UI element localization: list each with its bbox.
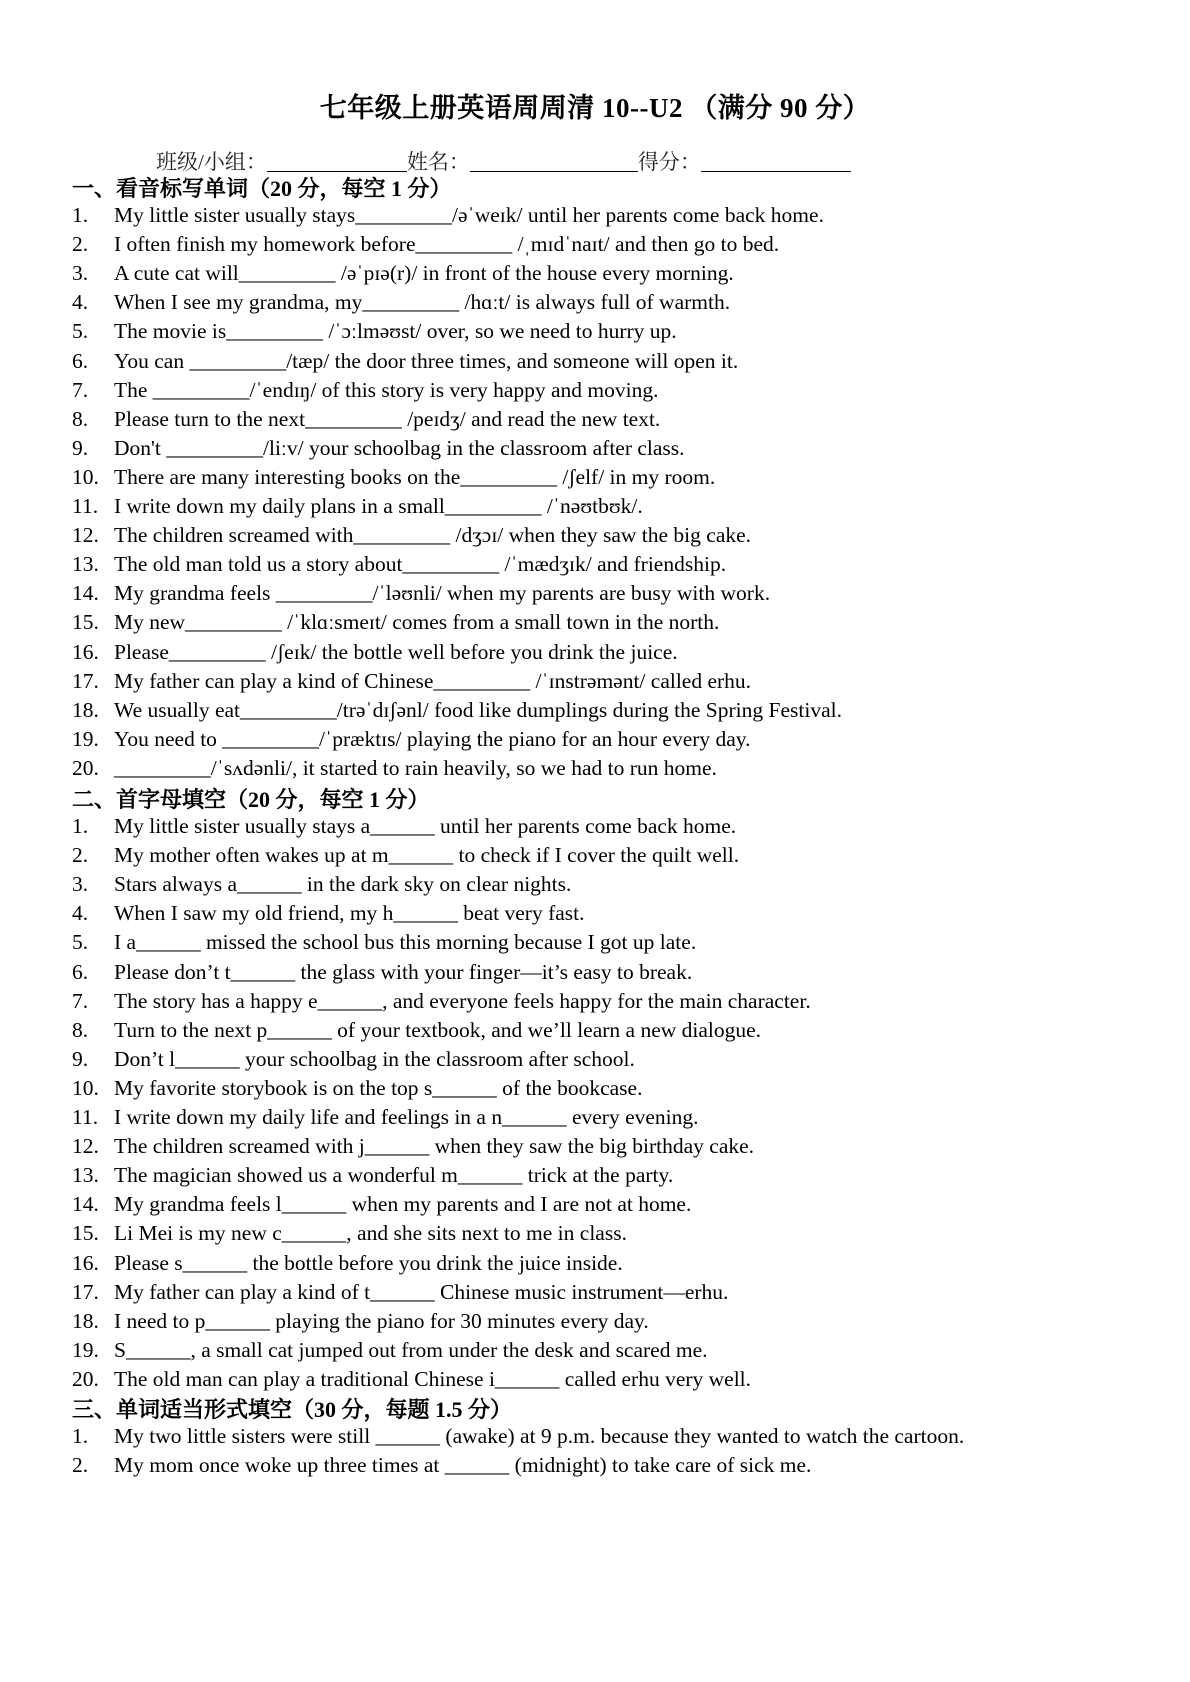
question-number: 9. bbox=[72, 1046, 89, 1071]
question-item bbox=[72, 377, 658, 403]
question-number: 16. bbox=[72, 1250, 99, 1275]
question-number: 1. bbox=[72, 203, 89, 227]
question-number: 10. bbox=[72, 464, 99, 489]
question-text: My father can play a kind of Chinese_________ /ˈɪnstrəmənt/ called erhu. bbox=[114, 668, 752, 693]
question-number: 13. bbox=[72, 552, 99, 577]
question-item bbox=[72, 813, 736, 839]
question-number: 9. bbox=[72, 435, 89, 460]
question-text: My little sister usually stays a______ until her parents come back home. bbox=[114, 814, 737, 838]
question-text: I often finish my homework before_________ /ˌmɪdˈnaɪt/ and then go to bed. bbox=[114, 232, 780, 257]
question-item bbox=[72, 260, 734, 286]
question-item bbox=[72, 1017, 761, 1043]
question-number: 6. bbox=[72, 959, 89, 984]
question-text: My favorite storybook is on the top s______ of the bookcase. bbox=[114, 1075, 643, 1100]
question-text: The movie is_________ /ˈɔːlməʊst/ over, so we need to hurry up. bbox=[114, 319, 677, 344]
question-item bbox=[72, 1337, 708, 1363]
question-number: 6. bbox=[72, 348, 89, 373]
question-item bbox=[72, 988, 811, 1014]
question-text: Please s______ the bottle before you drink the juice inside. bbox=[114, 1250, 623, 1275]
question-number: 8. bbox=[72, 406, 89, 431]
question-number: 11. bbox=[72, 494, 99, 518]
question-text: You can _________/tæp/ the door three times, and someone will open it. bbox=[114, 348, 739, 373]
question-item bbox=[72, 1191, 691, 1217]
question-number: 13. bbox=[72, 1163, 99, 1188]
question-number: 10. bbox=[72, 1075, 99, 1100]
question-number: 20. bbox=[72, 1366, 99, 1391]
question-text: Li Mei is my new c______, and she sits next to me in class. bbox=[114, 1221, 627, 1246]
question-text: My two little sisters were still ______ (awake) at 9 p.m. because they wanted to watch the cartoon. bbox=[114, 1424, 965, 1448]
question-item bbox=[72, 726, 751, 752]
question-text: Please turn to the next_________ /peɪdʒ/ and read the new text. bbox=[114, 406, 661, 431]
question-text: Please don’t t______ the glass with your finger—it’s easy to break. bbox=[114, 959, 693, 984]
question-text: A cute cat will_________ /əˈpɪə(r)/ in front of the house every morning. bbox=[114, 261, 734, 286]
question-number: 15. bbox=[72, 610, 99, 635]
question-item bbox=[72, 1220, 627, 1246]
question-item bbox=[72, 1452, 811, 1478]
name-label: 姓名： bbox=[406, 150, 470, 174]
question-text: We usually eat_________/trəˈdɪʃənl/ food like dumplings during the Spring Festival. bbox=[114, 697, 842, 722]
question-item bbox=[72, 522, 751, 548]
section-heading: 二、首字母填空（20 分，每空 1 分） bbox=[72, 787, 430, 812]
question-item bbox=[72, 929, 696, 955]
section-heading: 一、看音标写单词（20 分，每空 1 分） bbox=[72, 176, 452, 201]
question-number: 7. bbox=[72, 377, 89, 402]
question-number: 2. bbox=[72, 1453, 89, 1478]
question-item bbox=[72, 755, 717, 781]
question-number: 1. bbox=[72, 1424, 89, 1448]
question-number: 12. bbox=[72, 1134, 99, 1159]
question-item bbox=[72, 435, 685, 461]
question-text: My grandma feels _________/ˈləʊnli/ when my parents are busy with work. bbox=[114, 581, 771, 606]
score-blank[interactable] bbox=[701, 151, 851, 172]
question-item bbox=[72, 1279, 728, 1305]
question-text: The children screamed with j______ when they saw the big birthday cake. bbox=[114, 1134, 755, 1159]
question-number: 1. bbox=[72, 814, 89, 838]
question-item bbox=[72, 668, 751, 694]
question-text: The story has a happy e______, and everyone feels happy for the main character. bbox=[114, 988, 811, 1013]
question-item bbox=[72, 464, 715, 490]
question-item bbox=[72, 697, 842, 723]
question-item bbox=[72, 348, 738, 374]
question-text: My little sister usually stays_________/əˈweɪk/ until her parents come back home. bbox=[114, 203, 824, 227]
question-number: 3. bbox=[72, 261, 89, 286]
question-item bbox=[72, 871, 571, 897]
question-item bbox=[72, 406, 660, 432]
question-text: There are many interesting books on the_________ /ʃelf/ in my room. bbox=[114, 464, 716, 489]
question-item bbox=[72, 1366, 751, 1392]
question-number: 19. bbox=[72, 1337, 99, 1362]
question-item bbox=[72, 959, 692, 985]
question-number: 4. bbox=[72, 901, 89, 926]
question-item bbox=[72, 1075, 642, 1101]
question-text: Turn to the next p______ of your textbook, and we’ll learn a new dialogue. bbox=[114, 1017, 762, 1042]
question-number: 11. bbox=[72, 1105, 99, 1129]
question-text: The _________/ˈendɪŋ/ of this story is very happy and moving. bbox=[114, 377, 659, 402]
question-text: My mother often wakes up at m______ to check if I cover the quilt well. bbox=[114, 843, 740, 868]
question-text: The children screamed with_________ /dʒɔɪ/ when they saw the big cake. bbox=[114, 523, 752, 548]
question-item bbox=[72, 318, 677, 344]
question-number: 19. bbox=[72, 726, 99, 751]
question-item bbox=[72, 1162, 673, 1188]
question-number: 17. bbox=[72, 668, 99, 693]
question-text: The old man told us a story about_________ /ˈmædʒɪk/ and friendship. bbox=[114, 552, 727, 577]
question-text: My father can play a kind of t______ Chinese music instrument—erhu. bbox=[114, 1279, 729, 1304]
question-number: 18. bbox=[72, 1308, 99, 1333]
question-text: S______, a small cat jumped out from under the desk and scared me. bbox=[114, 1337, 708, 1362]
question-number: 7. bbox=[72, 988, 89, 1013]
question-text: _________/ˈsʌdənli/, it started to rain heavily, so we had to run home. bbox=[114, 755, 717, 780]
question-number: 2. bbox=[72, 232, 89, 257]
question-item bbox=[72, 289, 730, 315]
question-text: The old man can play a traditional Chinese i______ called erhu very well. bbox=[114, 1366, 752, 1391]
question-item bbox=[72, 1250, 623, 1276]
question-text: Please_________ /ʃeɪk/ the bottle well before you drink the juice. bbox=[114, 639, 678, 664]
question-text: My new_________ /ˈklɑːsmeɪt/ comes from a small town in the north. bbox=[114, 610, 720, 635]
page-title: 七年级上册英语周周清 10--U2 （满分 90 分） bbox=[319, 93, 871, 123]
question-number: 3. bbox=[72, 872, 89, 897]
question-number: 20. bbox=[72, 755, 99, 780]
name-blank[interactable] bbox=[470, 151, 638, 172]
question-item bbox=[72, 900, 585, 926]
question-text: The magician showed us a wonderful m______ trick at the party. bbox=[114, 1163, 674, 1188]
question-item bbox=[72, 842, 739, 868]
class-label: 班级/小组： bbox=[156, 150, 267, 174]
question-item bbox=[72, 1046, 635, 1072]
question-text: My mom once woke up three times at ______ (midnight) to take care of sick me. bbox=[114, 1453, 812, 1478]
question-number: 18. bbox=[72, 697, 99, 722]
question-number: 17. bbox=[72, 1279, 99, 1304]
question-text: Stars always a______ in the dark sky on clear nights. bbox=[114, 872, 572, 897]
question-item bbox=[72, 493, 643, 519]
question-number: 2. bbox=[72, 843, 89, 868]
question-text: Don't _________/liːv/ your schoolbag in the classroom after class. bbox=[114, 435, 685, 460]
question-item bbox=[72, 1133, 754, 1159]
question-number: 14. bbox=[72, 1192, 99, 1217]
question-item bbox=[72, 639, 678, 665]
question-text: I a______ missed the school bus this morning because I got up late. bbox=[114, 930, 697, 955]
question-number: 4. bbox=[72, 290, 89, 315]
question-text: I need to p______ playing the piano for 30 minutes every day. bbox=[114, 1308, 649, 1333]
question-text: You need to _________/ˈpræktɪs/ playing the piano for an hour every day. bbox=[114, 726, 751, 751]
question-item bbox=[72, 1423, 964, 1449]
question-text: When I saw my old friend, my h______ beat very fast. bbox=[114, 901, 585, 926]
question-text: I write down my daily plans in a small_________ /ˈnəʊtbʊk/. bbox=[114, 494, 643, 518]
question-item bbox=[72, 231, 779, 257]
question-item bbox=[72, 202, 824, 228]
question-text: I write down my daily life and feelings in a n______ every evening. bbox=[114, 1105, 699, 1129]
score-label: 得分： bbox=[637, 150, 701, 174]
section-heading: 三、单词适当形式填空（30 分，每题 1.5 分） bbox=[72, 1397, 513, 1422]
question-number: 15. bbox=[72, 1221, 99, 1246]
question-item bbox=[72, 580, 770, 606]
question-text: When I see my grandma, my_________ /hɑːt/ is always full of warmth. bbox=[114, 290, 731, 315]
question-number: 14. bbox=[72, 581, 99, 606]
question-number: 12. bbox=[72, 523, 99, 548]
question-item bbox=[72, 609, 719, 635]
question-item bbox=[72, 1308, 649, 1334]
question-number: 16. bbox=[72, 639, 99, 664]
question-item bbox=[72, 1104, 699, 1130]
class-blank[interactable] bbox=[267, 151, 407, 172]
question-number: 8. bbox=[72, 1017, 89, 1042]
question-text: My grandma feels l______ when my parents and I are not at home. bbox=[114, 1192, 692, 1217]
question-item bbox=[72, 551, 726, 577]
question-number: 5. bbox=[72, 319, 89, 344]
question-text: Don’t l______ your schoolbag in the classroom after school. bbox=[114, 1046, 635, 1071]
question-number: 5. bbox=[72, 930, 89, 955]
